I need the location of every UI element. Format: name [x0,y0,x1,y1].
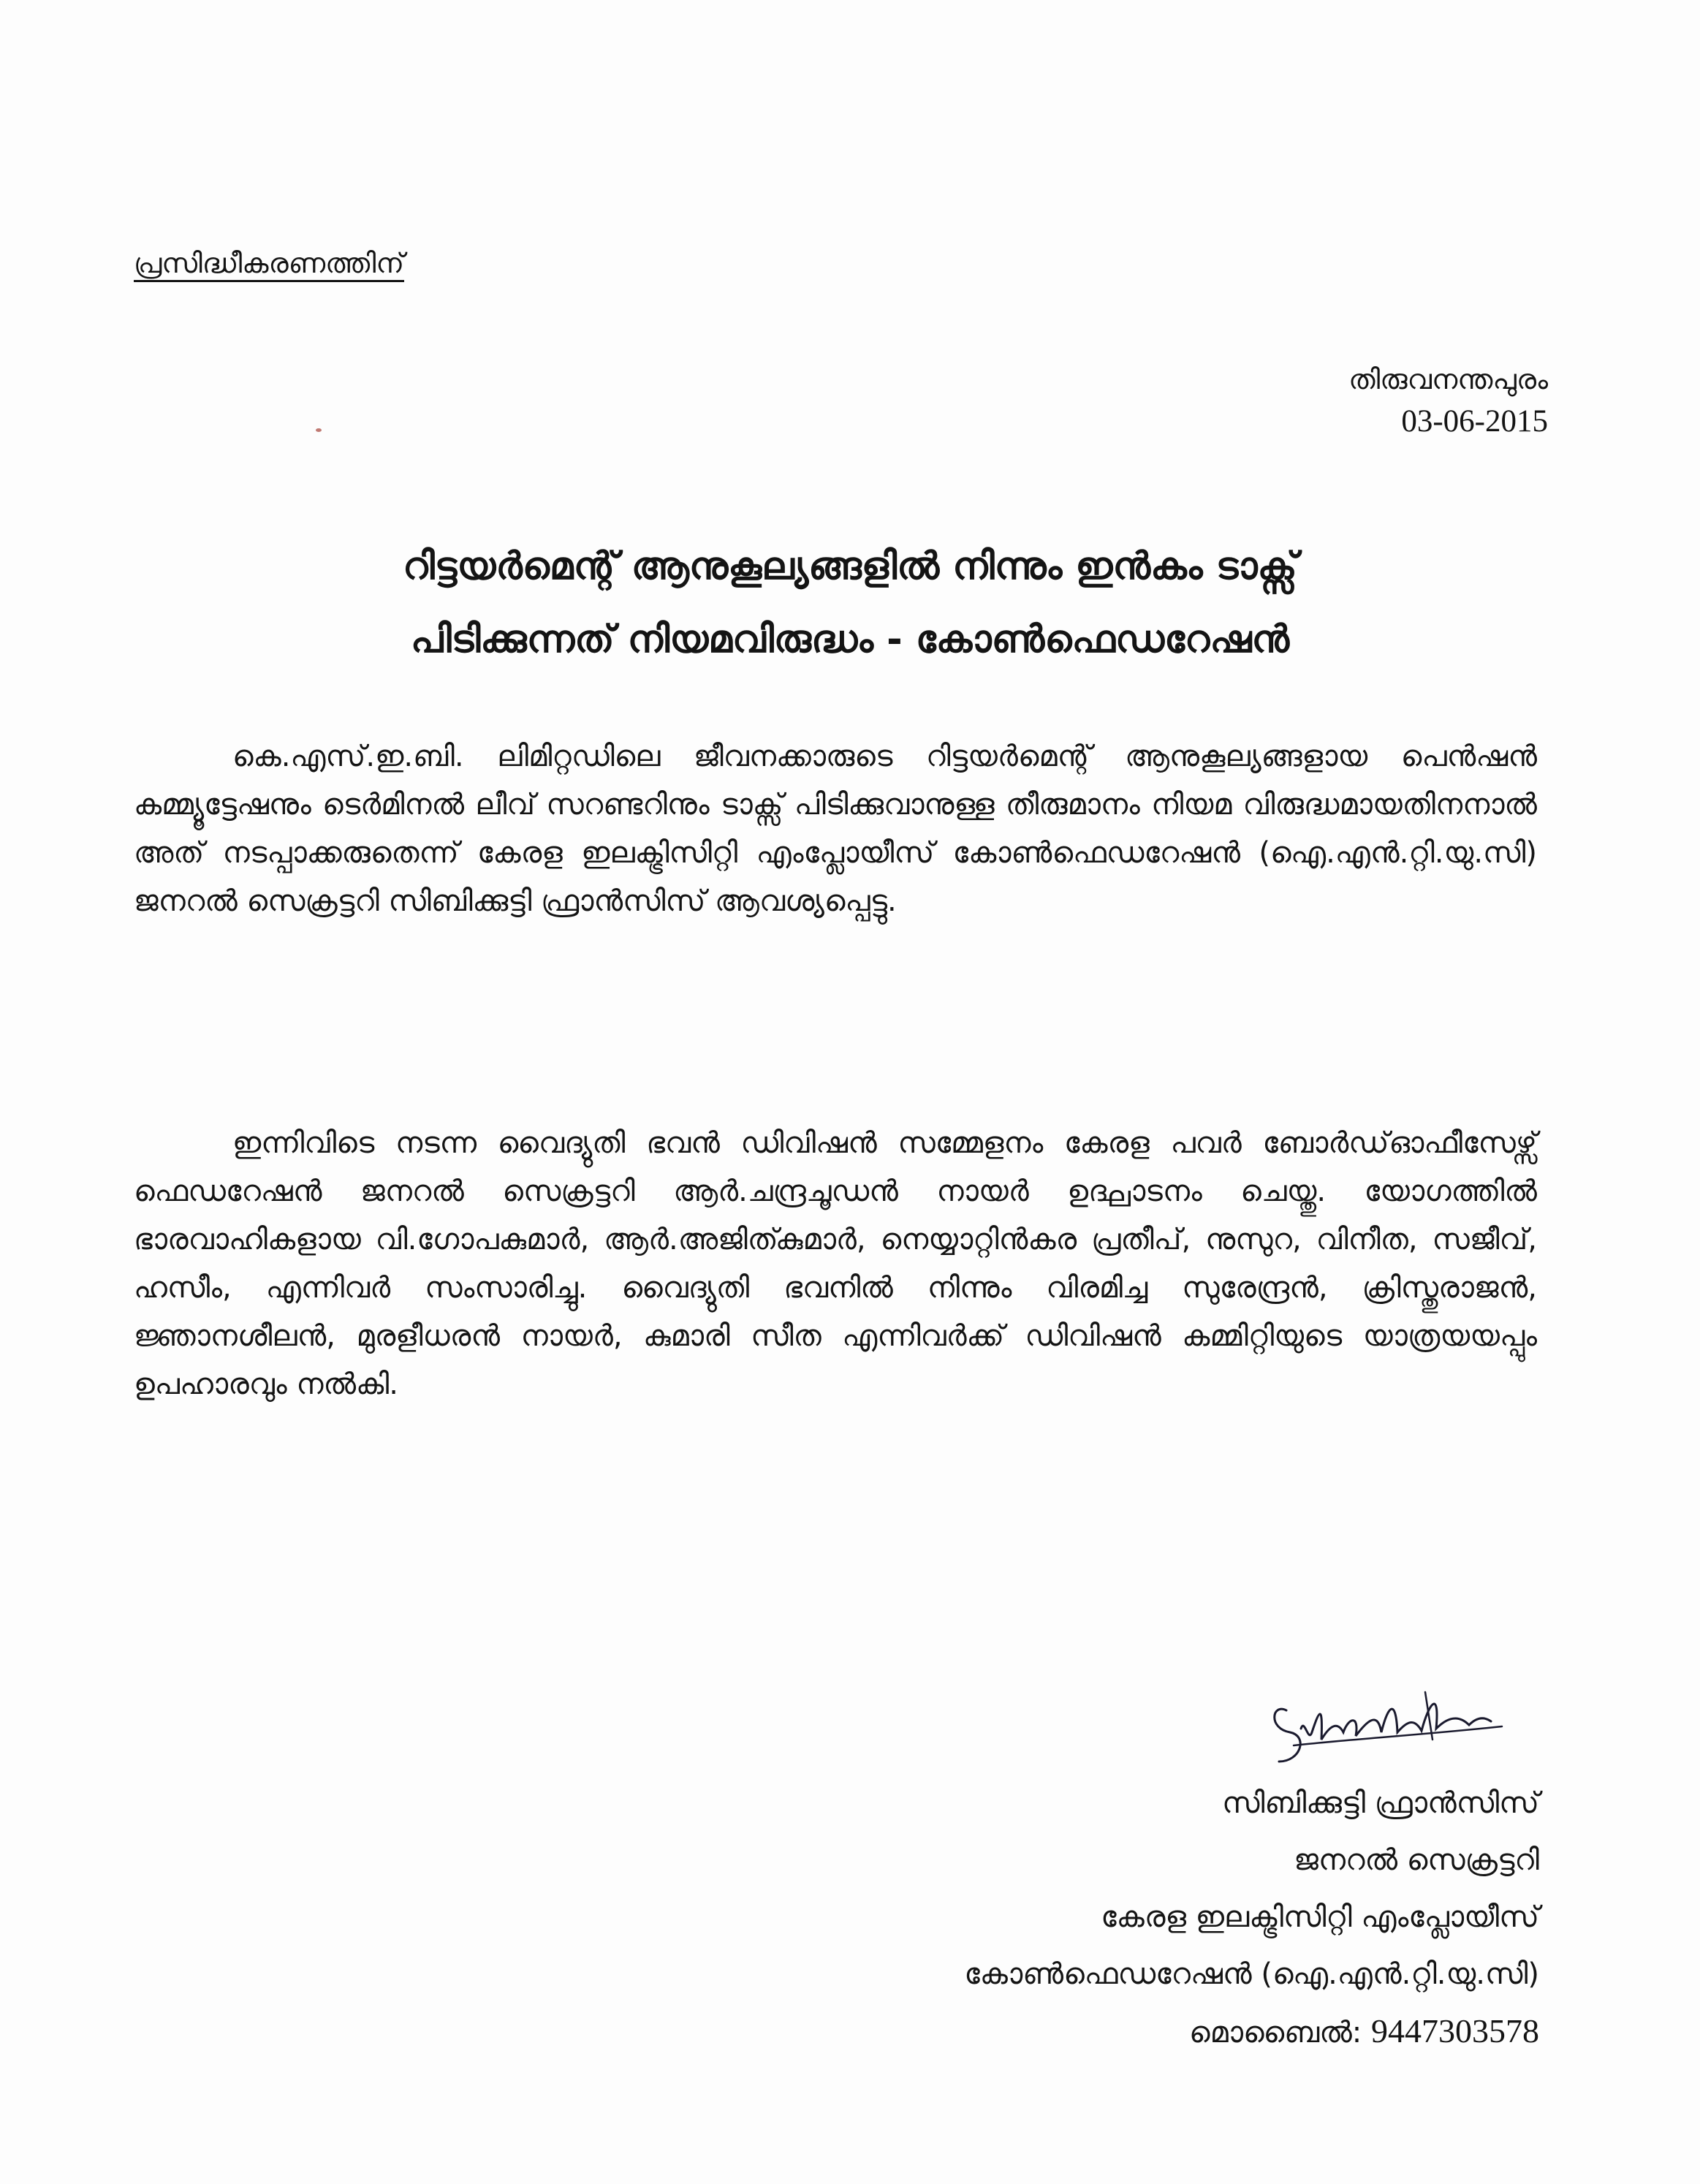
place: തിരുവനന്തപുരം [1348,363,1548,395]
paragraph-2-text: ഇന്നിവിടെ നടന്ന വൈദ്യുതി ഭവൻ ഡിവിഷൻ സമ്മേളനം കേരള പവർ ബോർഡ്ഓഫീസേഴ്സ് ഫെഡറേഷൻ ജനറൽ സെക്രട്ടറി ആർ.ചന്ദ്രചൂഡൻ നായർ ഉദ്ഘാടനം ചെയ്തു. യോഗത്തിൽ ഭാരവാഹികളായ വി.ഗോപകുമാർ, ആർ.അജിത്കുമാർ, നെയ്യാറ്റിൻകര പ്രതീപ്, നുസുറ, വിനീത, സജീവ്, ഹസീം, എന്നിവർ സംസാരിച്ചു. വൈദ്യുതി ഭവനിൽ നിന്നും വിരമിച്ച സുരേന്ദ്രൻ, ക്രിസ്തുരാജൻ, ജ്ഞാനശീലൻ, മുരളീധരൻ നായർ, കുമാരി സീത എന്നിവർക്ക് ഡിവിഷൻ കമ്മിറ്റിയുടെ യാത്രയയപ്പും ഉപഹാരവും നൽകി. [134,1126,1537,1401]
handwritten-signature [1257,1659,1520,1776]
headline-line-1: റിട്ടയർമെന്റ് ആനുകൂല്യങ്ങളിൽ നിന്നും ഇൻകം ടാക്സ് [403,545,1297,588]
paragraph-1-text: കെ.എസ്.ഇ.ബി. ലിമിറ്റഡിലെ ജീവനക്കാരുടെ റിട്ടയർമെന്റ് ആനുകൂല്യങ്ങളായ പെൻഷൻ കമ്മ്യൂട്ടേഷനും ടെർമിനൽ ലീവ് സറണ്ടറിനും ടാക്സ് പിടിക്കുവാനുള്ള തീരുമാനം നിയമ വിരുദ്ധമായതിനനാൽ അത് നടപ്പാക്കരുതെന്ന് കേരള ഇലക്ട്രിസിറ്റി എംപ്ലോയീസ് കോൺഫെഡറേഷൻ (ഐ.എൻ.റ്റി.യു.സി) ജനറൽ സെക്രട്ടറി സിബിക്കുട്ടി ഫ്രാൻസിസ് ആവശ്യപ്പെട്ടു. [134,740,1537,918]
signature-block [964,1775,1539,2061]
mobile-number: 9447303578 [1371,2012,1539,2050]
signatory-name: സിബിക്കുട്ടി ഫ്രാൻസിസ് [1222,1786,1539,1820]
headline-line-2: പിടിക്കുന്നത് നിയമവിരുദ്ധം - കോൺഫെഡറേഷൻ [410,618,1290,661]
mobile-line [964,2003,1539,2061]
paragraph-2 [134,1119,1537,1408]
publication-note: പ്രസിദ്ധീകരണത്തിന് [134,247,405,279]
signatory-title: ജനറൽ സെക്രട്ടറി [1294,1843,1539,1877]
organization-line-1: കേരള ഇലക്ട്രിസിറ്റി എംപ്ലോയീസ് [1101,1900,1539,1934]
mobile-label: മൊബൈൽ: [1189,2016,1362,2050]
organization-line-2: കോൺഫെഡറേഷൻ (ഐ.എൻ.റ്റി.യു.സി) [964,1957,1539,1991]
headline [175,530,1525,676]
ink-speck [316,428,322,432]
date: 03-06-2015 [1401,404,1548,439]
paragraph-1 [134,732,1537,925]
place-date-block [1348,358,1548,443]
